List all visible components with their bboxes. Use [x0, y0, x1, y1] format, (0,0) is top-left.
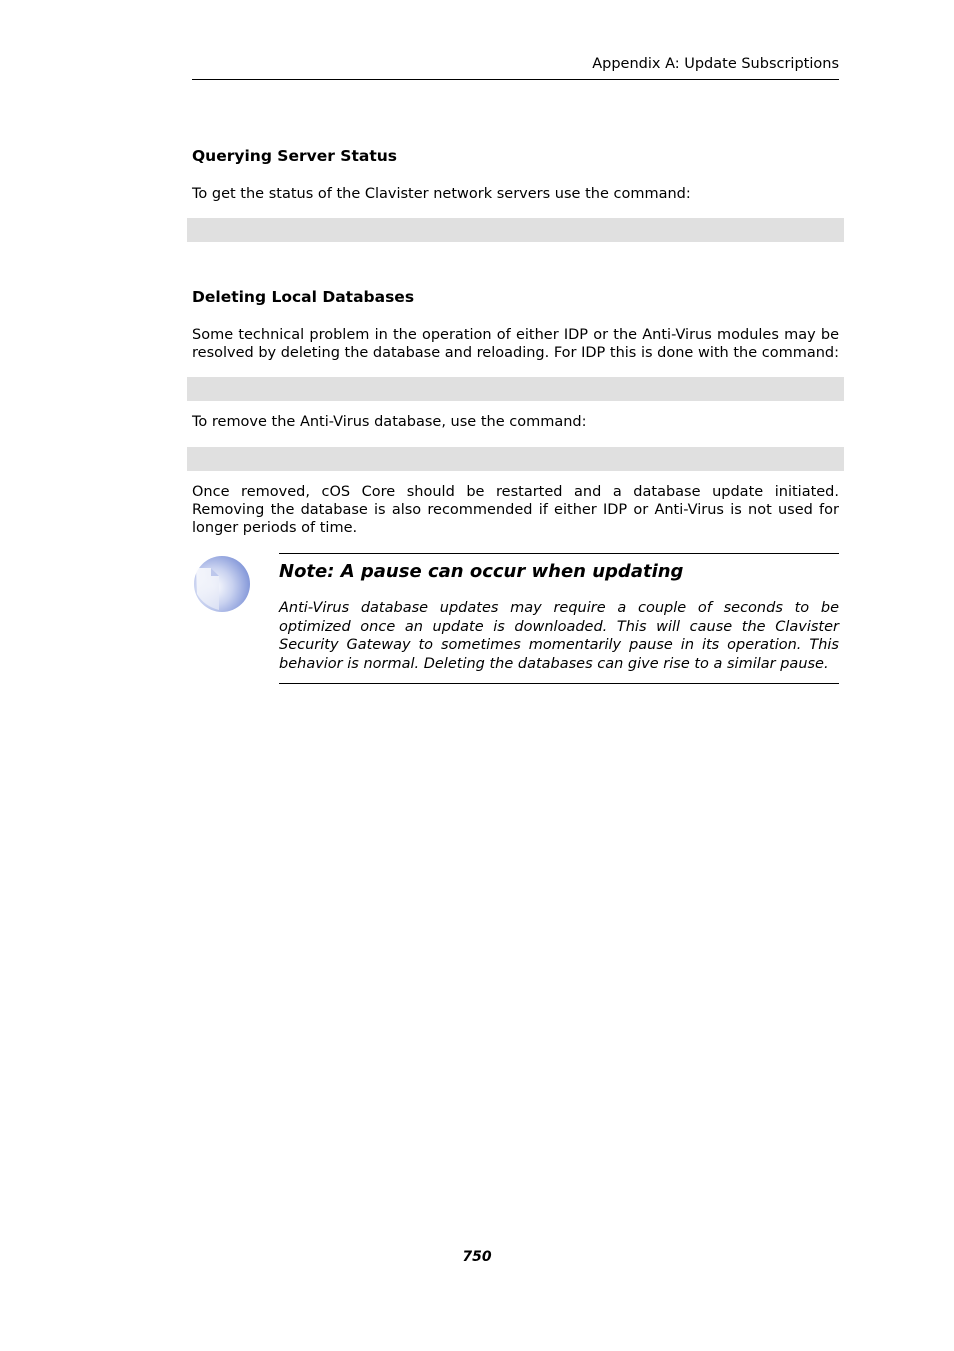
- code-block-server-status: [187, 218, 844, 242]
- note-box: [279, 553, 839, 684]
- querying-intro-text: To get the status of the Clavister network servers use the command:: [192, 186, 691, 202]
- note-icon: [192, 554, 252, 614]
- page-number: 750: [462, 1249, 492, 1265]
- page-header: [192, 54, 839, 80]
- deleting-intro-text: Some technical problem in the operation of either IDP or the Anti-Virus modules may be resolved by deleting the database and reloading. For IDP this is done with the command:: [192, 327, 839, 361]
- running-title: Appendix A: Update Subscriptions: [592, 56, 839, 72]
- code-block-remove-idp: [187, 377, 844, 401]
- after-removal-text: Once removed, cOS Core should be restarted and a database update initiated. Removing the database is also recommended if either IDP or Anti-Virus is not used for longer periods of time.: [192, 484, 839, 536]
- antivirus-intro-text: To remove the Anti-Virus database, use the command:: [192, 414, 587, 430]
- note-text: Anti-Virus database updates may require a couple of seconds to be optimized once an update is downloaded. This will cause the Clavister Security Gateway to sometimes momentarily pause in its operation. This behavior is normal. Deleting the databases can give rise to a similar pause.: [279, 600, 839, 672]
- heading-querying-server-status: Querying Server Status: [192, 147, 397, 165]
- heading-deleting-local-databases: Deleting Local Databases: [192, 288, 415, 306]
- note-title: Note: A pause can occur when updating: [279, 561, 684, 582]
- code-block-remove-antivirus: [187, 447, 844, 471]
